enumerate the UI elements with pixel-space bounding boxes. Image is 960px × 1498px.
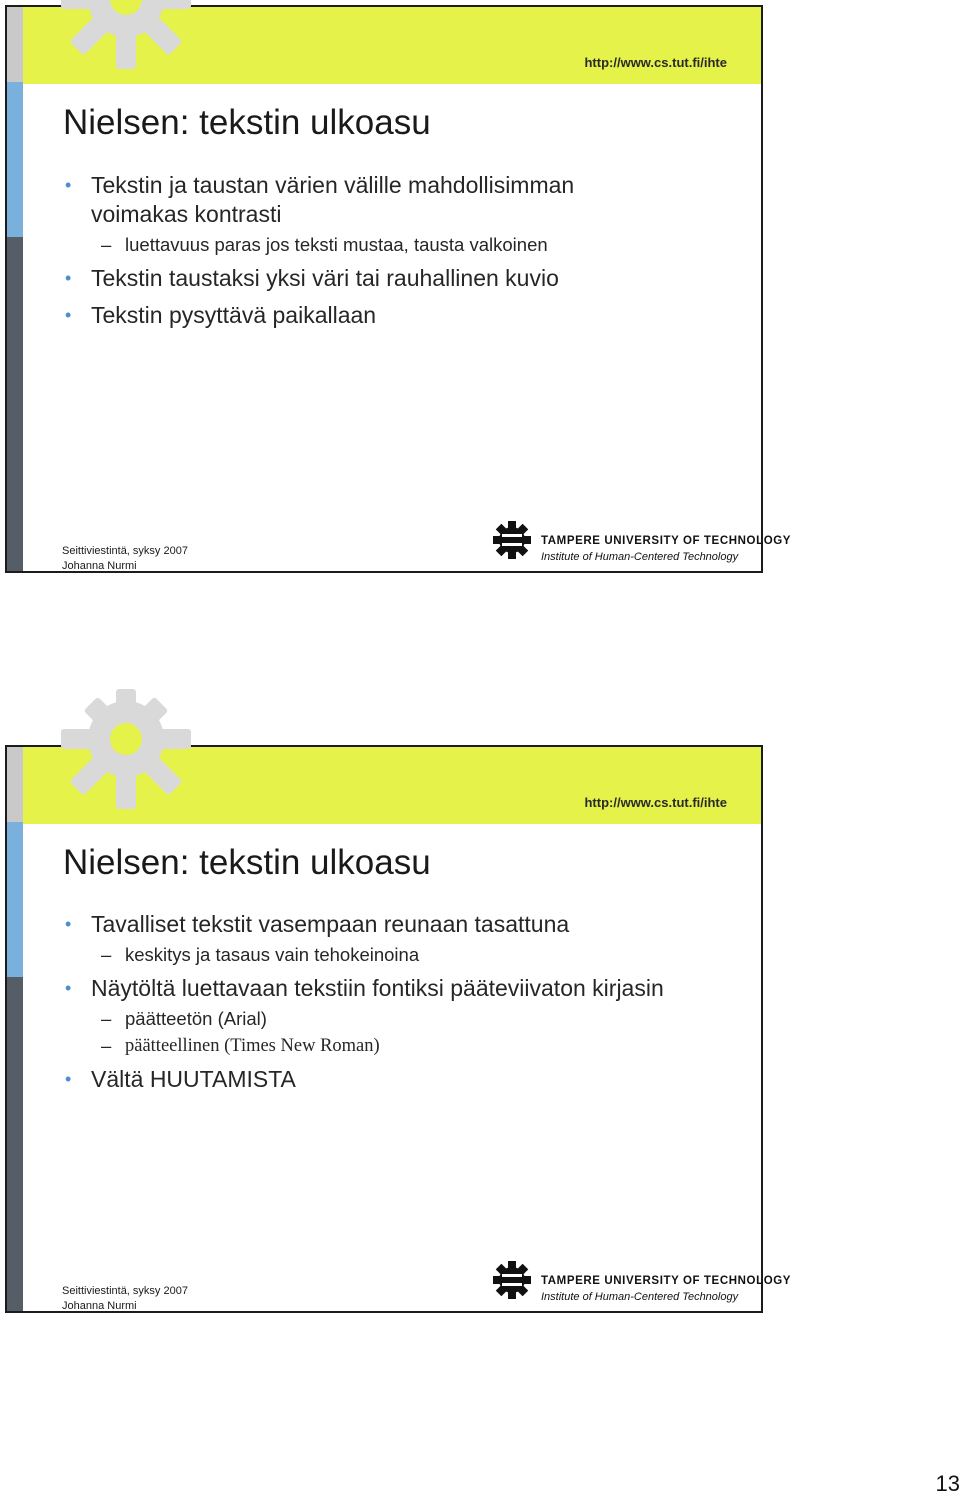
sidebar-top-block: [7, 747, 23, 822]
sub-bullet-item: [63, 943, 737, 967]
tut-logo-icon: [493, 521, 531, 559]
bullet-dot-icon: •: [65, 268, 72, 288]
bullet-dot-icon: •: [65, 914, 72, 934]
page-number: 13: [935, 1471, 960, 1496]
footer-author: Johanna Nurmi: [62, 560, 137, 572]
bullet-item: [63, 1065, 737, 1094]
bullet-text: Tekstin taustaksi yksi väri tai rauhallinen kuvio: [91, 265, 559, 291]
footer-course: Seittiviestintä, syksy 2007: [62, 1285, 188, 1297]
slide-footer: [62, 544, 188, 574]
bullet-dot-icon: •: [65, 305, 72, 325]
header-url: http://www.cs.tut.fi/ihte: [584, 55, 727, 70]
sub-bullet-text: päätteellinen (Times New Roman): [125, 1036, 380, 1056]
sub-bullet-item: [63, 233, 737, 257]
slide-title: Nielsen: tekstin ulkoasu: [63, 843, 431, 882]
bullet-text: Tavalliset tekstit vasempaan reunaan tasattuna: [91, 911, 570, 937]
bullet-item: [63, 974, 737, 1003]
gear-watermark-icon: [51, 719, 201, 815]
sub-bullet-text: päätteetön (Arial): [125, 1008, 267, 1029]
logo-institute-name: Institute of Human-Centered Technology: [541, 1291, 739, 1303]
bullet-item: [63, 264, 737, 293]
slide-header-bar: [7, 747, 761, 824]
bullet-text-continued: voimakas kontrasti: [91, 201, 282, 227]
footer-course: Seittiviestintä, syksy 2007: [62, 545, 188, 557]
bullet-dot-icon: •: [65, 175, 72, 195]
sub-bullet-text: luettavuus paras jos teksti mustaa, tausta valkoinen: [125, 234, 548, 255]
bullet-text: Tekstin ja taustan värien välille mahdollisimman: [91, 172, 575, 198]
slide-footer: [62, 1284, 188, 1314]
logo-university-name: TAMPERE UNIVERSITY OF TECHNOLOGY: [541, 1275, 792, 1287]
sub-bullet-item: [63, 1034, 737, 1058]
logo-university-name: TAMPERE UNIVERSITY OF TECHNOLOGY: [541, 535, 792, 547]
sub-bullet-text: keskitys ja tasaus vain tehokeinoina: [125, 944, 420, 965]
bullet-item: [63, 171, 737, 229]
bullet-dot-icon: •: [65, 1069, 72, 1089]
slide-content: [63, 910, 737, 1102]
slide-header-bar: [7, 7, 761, 84]
bullet-text: Vältä HUUTAMISTA: [91, 1066, 296, 1092]
sidebar-top-block: [7, 7, 23, 82]
bullet-dot-icon: •: [65, 978, 72, 998]
slide-sidebar: [7, 747, 23, 1311]
slide-content: [63, 171, 737, 338]
sidebar-mid-block: [7, 822, 23, 977]
bullet-item: [63, 910, 737, 939]
sub-bullet-item: [63, 1007, 737, 1031]
slide-sidebar: [7, 7, 23, 571]
sidebar-bottom-block: [7, 237, 23, 571]
header-url: http://www.cs.tut.fi/ihte: [584, 795, 727, 810]
slide-2: [5, 745, 792, 1313]
bullet-text: Tekstin pysyttävä paikallaan: [91, 302, 377, 328]
bullet-item: [63, 301, 737, 330]
dash-icon: –: [101, 944, 112, 965]
sidebar-bottom-block: [7, 977, 23, 1311]
gear-watermark-icon: [51, 0, 201, 75]
dash-icon: –: [101, 1008, 112, 1029]
tut-logo-icon: [493, 1261, 531, 1299]
logo-institute-name: Institute of Human-Centered Technology: [541, 551, 739, 563]
bullet-text: Näytöltä luettavaan tekstiin fontiksi pääteviivaton kirjasin: [91, 975, 664, 1001]
sidebar-mid-block: [7, 82, 23, 237]
dash-icon: –: [101, 234, 112, 255]
slide-title: Nielsen: tekstin ulkoasu: [63, 103, 431, 142]
dash-icon: –: [101, 1035, 112, 1056]
slide-1: [5, 5, 792, 573]
footer-author: Johanna Nurmi: [62, 1300, 137, 1312]
